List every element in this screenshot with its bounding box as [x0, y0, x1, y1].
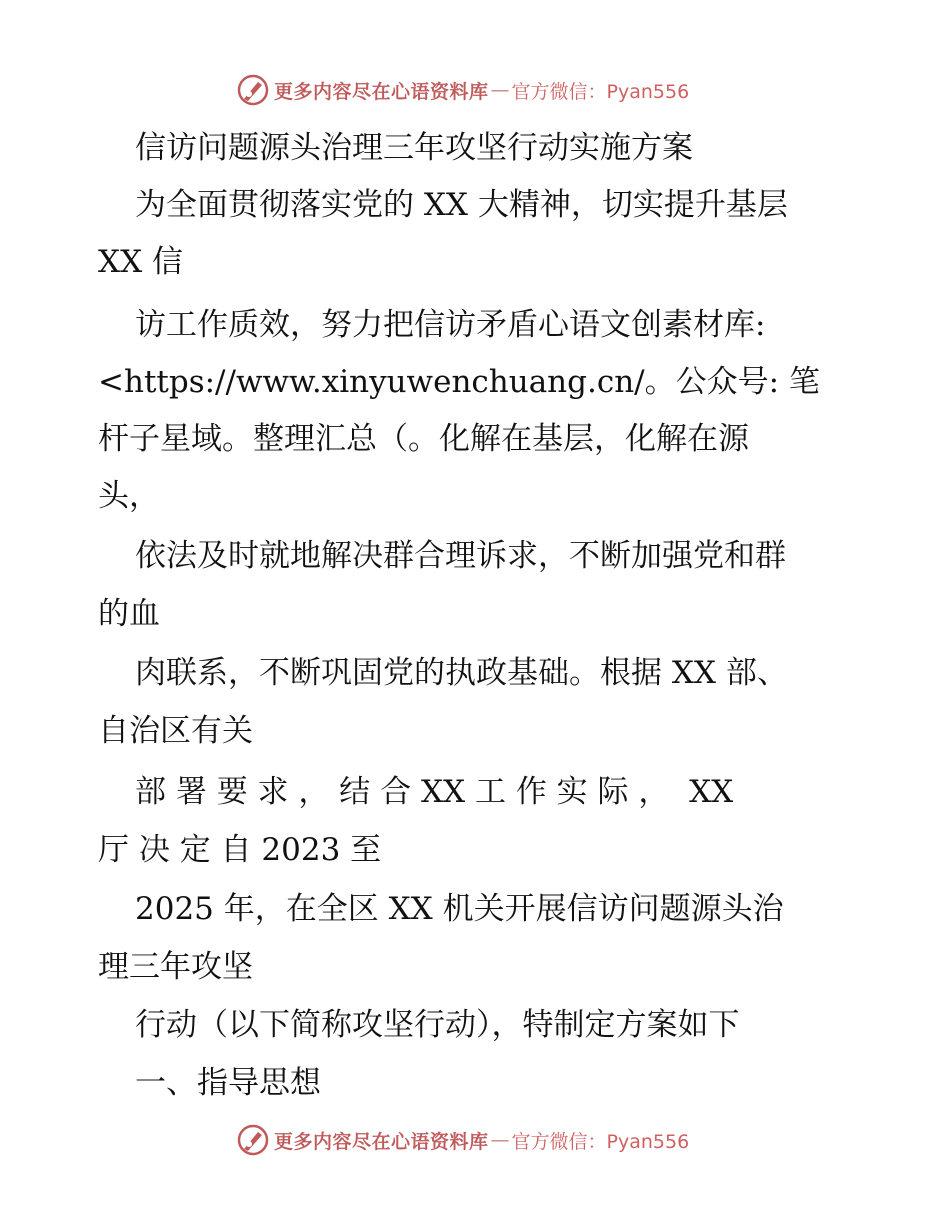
section-heading: 一、指导思想 [135, 1065, 321, 1101]
watermark-contact: 官方微信：Pyan556 [511, 80, 690, 103]
paragraph-line: <https://www.xinyuwenchuang.cn/。公众号: 笔 [98, 364, 820, 400]
paragraph-line: 肉联系，不断巩固党的执政基础。根据 XX 部、 [135, 655, 788, 691]
watermark-separator: — [490, 79, 510, 101]
document-title: 信访问题源头治理三年攻坚行动实施方案 [135, 130, 693, 166]
paragraph-line: 自治区有关 [98, 713, 253, 749]
watermark-brand: 更多内容尽在心语资料库 [274, 1130, 489, 1153]
watermark-brand: 更多内容尽在心语资料库 [274, 80, 489, 103]
paragraph-line: 2025 年，在全区 XX 机关开展信访问题源头治 [135, 891, 784, 927]
paragraph-line: 为全面贯彻落实党的 XX 大精神，切实提升基层 [135, 187, 788, 223]
paragraph-line: 杆子星域。整理汇总（。化解在基层，化解在源 [98, 421, 749, 457]
paragraph-line: 理三年攻坚 [98, 949, 253, 985]
paragraph-line: XX 信 [98, 244, 183, 280]
paragraph-line: 厅 决 定 自 2023 至 [98, 832, 382, 868]
watermark-separator: — [490, 1129, 510, 1151]
pen-logo-icon [236, 1123, 270, 1157]
watermark-footer [236, 1122, 689, 1158]
watermark-contact: 官方微信：Pyan556 [511, 1130, 690, 1153]
paragraph-line: 依法及时就地解决群合理诉求，不断加强党和群 [135, 538, 786, 574]
paragraph-line: 部 署 要 求 ， 结 合 XX 工 作 实 际 ， XX [135, 774, 734, 810]
paragraph-line: 头， [98, 478, 160, 514]
paragraph-line: 访工作质效，努力把信访矛盾心语文创素材库: [135, 307, 766, 343]
paragraph-line: 的血 [98, 596, 160, 632]
paragraph-line: 行动（以下简称攻坚行动），特制定方案如下 [135, 1007, 740, 1043]
